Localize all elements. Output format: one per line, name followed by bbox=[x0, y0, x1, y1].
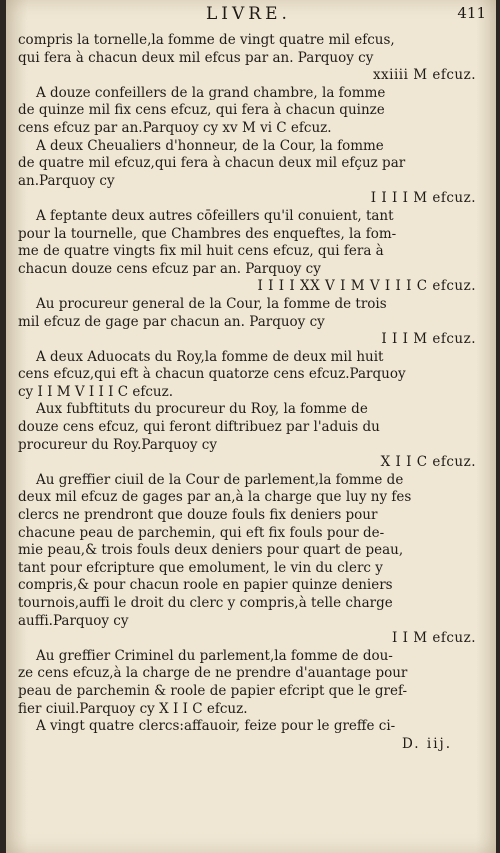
amount-line: I I I M efcuz. bbox=[381, 331, 476, 348]
text-line: deux mil efcuz de gages par an,à la charge que luy ny fes bbox=[18, 489, 412, 506]
text-line: clercs ne prendront que douze fouls fix deniers pour bbox=[18, 507, 378, 524]
text-line: procureur du Roy.Parquoy cy bbox=[18, 436, 217, 453]
amount-line: I I M efcuz. bbox=[391, 630, 476, 647]
text-line: fier ciuil.Parquoy cy X I I C efcuz. bbox=[18, 700, 248, 717]
paragraph-start: A vingt quatre clercs:affauoir, feize pour le greffe ci- bbox=[36, 718, 396, 735]
paragraph-start: A deux Aduocats du Roy,la fomme de deux mil huit bbox=[36, 348, 384, 365]
amount-line: xxiiii M efcuz. bbox=[372, 67, 476, 84]
text-line: cens efcuz,qui eft à chacun quatorze cens efcuz.Parquoy bbox=[18, 366, 406, 383]
paragraph-start: Au procureur general de la Cour, la fomme de trois bbox=[36, 295, 387, 312]
text-line: cens efcuz par an.Parquoy cy xv M vi C efcuz. bbox=[18, 119, 332, 136]
paragraph-start: Aux fubftituts du procureur du Roy, la fomme de bbox=[36, 401, 368, 418]
amount-line: I I I I M efcuz. bbox=[370, 190, 476, 207]
text-line: de quinze mil fix cens efcuz, qui fera à chacun quinze bbox=[18, 102, 385, 119]
text-line: auffi.Parquoy cy bbox=[18, 612, 129, 629]
text-line: tant pour efcripture que emolument, le vin du clerc y bbox=[18, 559, 383, 576]
page-header bbox=[6, 0, 496, 30]
text-line: douze cens efcuz, qui feront diftribuez par l'aduis du bbox=[18, 419, 380, 436]
paragraph-start: Au greffier ciuil de la Cour de parlement,la fomme de bbox=[36, 471, 404, 488]
paragraph-start: A douze confeillers de la grand chambre, la fomme bbox=[36, 84, 386, 101]
text-line: ze cens efcuz,à la charge de ne prendre d'auantage pour bbox=[18, 665, 408, 682]
text-line: compris la tornelle,la fomme de vingt quatre mil efcus, bbox=[18, 32, 395, 48]
text-line: chacune peau de parchemin, qui eft fix fouls pour de- bbox=[18, 524, 385, 541]
text-line: an.Parquoy cy bbox=[18, 172, 115, 189]
text-line: chacun douze cens efcuz par an. Parquoy cy bbox=[18, 260, 321, 277]
text-line: peau de parchemin & roole de papier efcript que le gref- bbox=[18, 682, 408, 699]
paragraph-start: Au greffier Criminel du parlement,la fomme de dou- bbox=[36, 647, 393, 664]
text-line: tournois,auffi le droit du clerc y compris,à telle charge bbox=[18, 595, 393, 611]
running-title: LIVRE. bbox=[206, 4, 291, 24]
body-text bbox=[18, 32, 488, 753]
paragraph-start: A feptante deux autres cōfeillers qu'il conuient, tant bbox=[36, 207, 394, 224]
text-line: cy I I M V I I I C efcuz. bbox=[18, 383, 174, 400]
signature-mark: D. iij. bbox=[401, 735, 452, 752]
text-line: mil efcuz de gage par chacun an. Parquoy cy bbox=[18, 313, 325, 330]
text-line: mie peau,& trois fouls deux deniers pour quart de peau, bbox=[18, 542, 404, 559]
amount-line: X I I C efcuz. bbox=[380, 454, 476, 471]
text-line: pour la tournelle, que Chambres des enqueftes, la fom- bbox=[18, 225, 397, 242]
paragraph-start: A deux Cheualiers d'honneur, de la Cour, la fomme bbox=[36, 137, 384, 154]
text-line: compris,& pour chacun roole en papier quinze deniers bbox=[18, 577, 393, 594]
page-number: 411 bbox=[457, 4, 486, 22]
book-page bbox=[6, 0, 496, 853]
text-line: me de quatre vingts fix mil huit cens efcuz, qui fera à bbox=[18, 243, 384, 260]
text-line: qui fera à chacun deux mil efcus par an. Parquoy cy bbox=[18, 49, 374, 66]
text-line: de quatre mil efcuz,qui fera à chacun deux mil efçuz par bbox=[18, 155, 406, 172]
amount-line: I I I I XX V I M V I I I C efcuz. bbox=[257, 278, 476, 295]
